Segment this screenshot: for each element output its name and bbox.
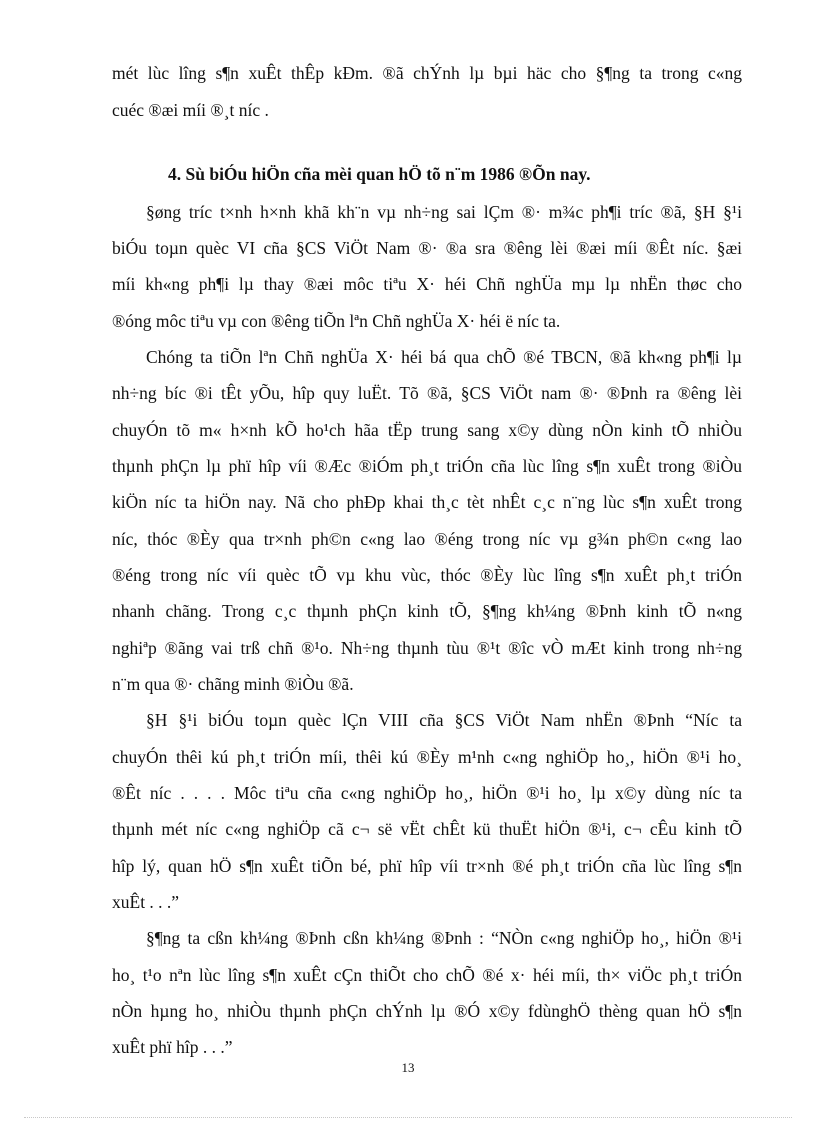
text-line: níc, thóc ®Èy qua tr×nh ph©n c«ng lao ®éng trong níc vµ g¾n ph©n c«ng lao	[112, 529, 742, 549]
text-line: ®éng trong níc víi quèc tÕ vµ khu vùc, thóc ®Èy lùc lîng s¶n xuÊt ph¸t triÓn	[112, 565, 742, 585]
text-line: thµnh phÇn lµ phï hîp víi ®Æc ®iÓm ph¸t triÓn cña lùc lîng s¶n xuÊt trong ®iÒu	[112, 456, 742, 476]
text-line: xuÊt . . .”	[112, 892, 180, 912]
text-line: mét lùc lîng s¶n xuÊt thÊp kÐm. ®ã chÝnh lµ bµi häc cho §¶ng ta trong c«ng	[112, 63, 742, 83]
text-line: ®óng môc tiªu vµ con ®êng tiÕn lªn Chñ nghÜa X· héi ë níc ta.	[112, 311, 561, 331]
text-line: Chóng ta tiÕn lªn Chñ nghÜa X· héi bá qua chÕ ®é TBCN, ®ã kh«ng ph¶i lµ	[146, 347, 742, 367]
text-line: ho¸ t¹o nªn lùc lîng s¶n xuÊt cÇn thiÕt cho chÕ ®é x· héi míi, th× viÖc ph¸t triÓn	[112, 965, 742, 985]
text-line: nghiªp ®ãng vai trß chñ ®¹o. Nh÷ng thµnh tùu ®¹t ®îc vÒ mÆt kinh trong nh÷ng	[112, 638, 742, 658]
text-line: §¶ng ta cßn kh¼ng ®Þnh cßn kh¼ng ®Þnh : “NÒn c«ng nghiÖp ho¸, hiÖn ®¹i	[146, 928, 742, 948]
page-number: 13	[401, 1060, 415, 1075]
text-line: cuéc ®æi míi ®¸t níc .	[112, 100, 269, 120]
text-line: chuyÓn thêi kú ph¸t triÓn míi, thêi kú ®Èy m¹nh c«ng nghiÖp ho¸, hiÖn ®¹i ho¸	[112, 747, 742, 767]
text-line: thµnh mét níc c«ng nghiÖp cã c¬ së vËt chÊt kü thuËt hiÖn ®¹i, c¬ cÊu kinh tÕ	[112, 819, 742, 839]
text-line: nÒn hµng ho¸ nhiÒu thµnh phÇn chÝnh lµ ®Ó x©y fdùnghÖ thèng quan hÖ s¶n	[112, 1001, 742, 1021]
text-line: chuyÓn tõ m« h×nh kÕ ho¹ch hãa tËp trung sang x©y dùng nÒn kinh tÕ nhiÒu	[112, 420, 742, 440]
text-line: nhanh chãng. Trong c¸c thµnh phÇn kinh tÕ, §¶ng kh¼ng ®Þnh kinh tÕ n«ng	[112, 601, 742, 621]
text-line: míi kh«ng ph¶i lµ thay ®æi môc tiªu X· héi Chñ nghÜa mµ lµ nhËn thøc cho	[112, 274, 742, 294]
text-line: nh÷ng bíc ®i tÊt yÕu, hîp quy luËt. Tõ ®ã, §CS ViÖt nam ®· ®Þnh ra ®êng lèi	[112, 383, 742, 403]
text-line: biÓu toµn quèc VI cña §CS ViÖt Nam ®· ®a sra ®êng lèi ®æi míi ®Êt níc. §æi	[112, 238, 742, 258]
text-line: xuÊt phï hîp . . .”	[112, 1037, 233, 1057]
text-line: §øng tríc t×nh h×nh khã kh¨n vµ nh÷ng sai lÇm ®· m¾c ph¶i tríc ®ã, §H §¹i	[146, 202, 742, 222]
text-line: ®Êt níc . . . . Môc tiªu cña c«ng nghiÖp ho¸, hiÖn ®¹i ho¸ lµ x©y dùng níc ta	[112, 783, 742, 803]
text-line: §H §¹i biÓu toµn quèc lÇn VIII cña §CS ViÖt Nam nhËn ®Þnh “Níc ta	[146, 710, 742, 730]
text-line: kiÖn níc ta hiÖn nay. Nã cho phÐp khai th¸c tèt nhÊt c¸c n¨ng lùc s¶n xuÊt trong	[112, 492, 742, 512]
section-heading: 4. Sù biÓu hiÖn cña mèi quan hÖ tõ n¨m 1986 ®Õn nay.	[168, 164, 591, 184]
page-edge-divider	[24, 1117, 792, 1118]
text-line: n¨m qua ®· chãng minh ®iÒu ®ã.	[112, 674, 354, 694]
text-line: hîp lý, quan hÖ s¶n xuÊt tiÕn bé, phï hîp víi tr×nh ®é ph¸t triÓn cña lùc lîng s¶n	[112, 856, 742, 876]
